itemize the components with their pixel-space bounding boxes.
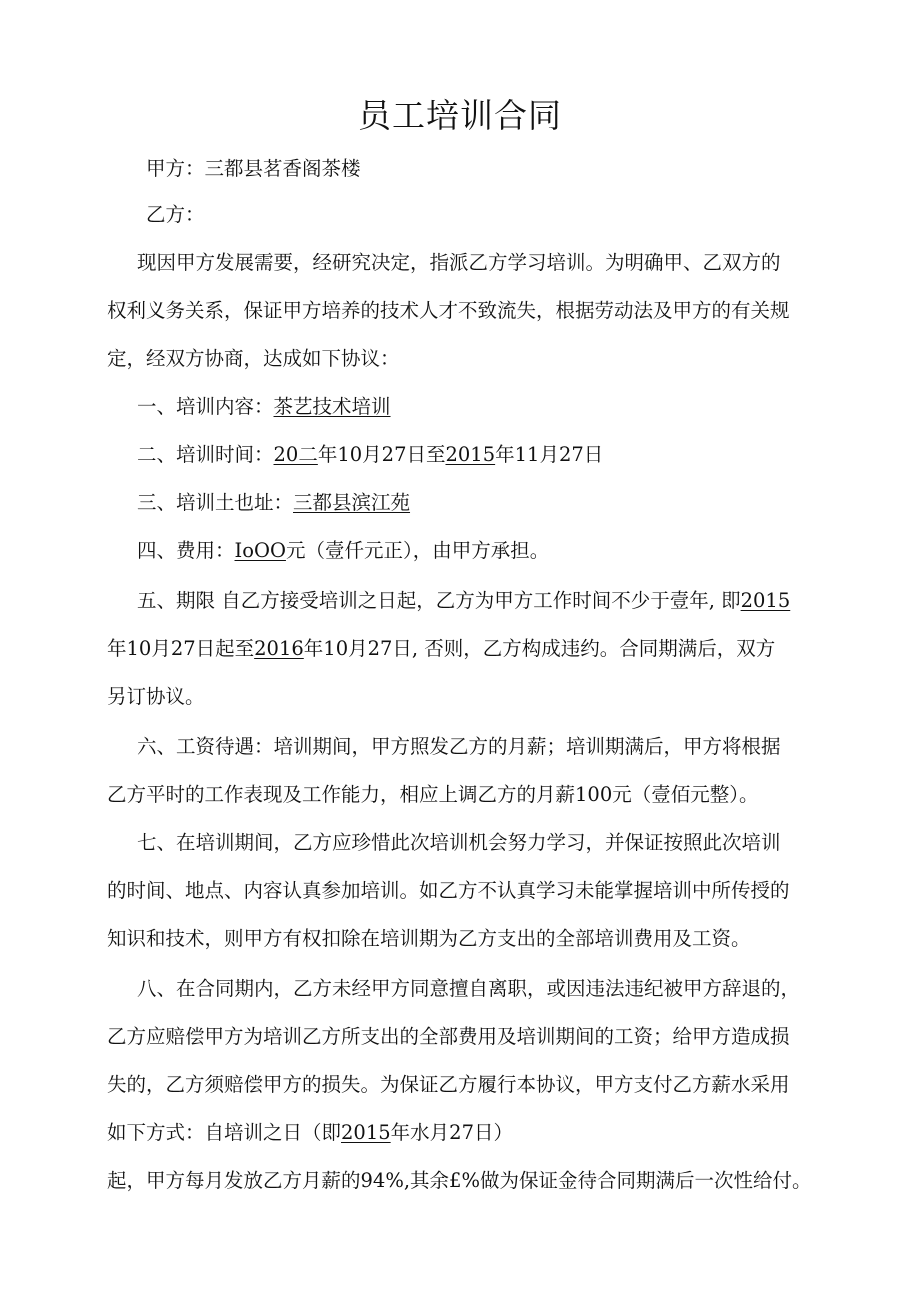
clause-5-text: 五、期限 自乙方接受培训之日起，乙方为甲方工作时间不少于壹年, 即 [137, 589, 741, 612]
clause-1-training-content [137, 392, 391, 422]
clause-5-line-1 [137, 586, 790, 616]
clause-8-line-4-a: 如下方式：自培训之日（即 [107, 1121, 342, 1144]
intro-line-3: 定，经双方协商，达成如下协议： [107, 347, 400, 370]
clause-8-line-4 [107, 1118, 513, 1148]
party-a-line: 甲方：三都县茗香阁茶楼 [146, 157, 361, 180]
clause-2-tail: 年11月27日 [495, 443, 604, 466]
party-b-line: 乙方： [146, 203, 205, 226]
clause-3-label: 三、培训土也址： [137, 491, 294, 514]
clause-6-line-2: 乙方平时的工作表现及工作能力，相应上调乙方的月薪100元（壹佰元整）。 [107, 783, 759, 806]
intro-line-1: 现因甲方发展需要，经研究决定，指派乙方学习培训。为明确甲、乙双方的 [137, 251, 781, 274]
clause-3-value: 三都县滨江苑 [293, 491, 411, 514]
document-title: 员工培训合同 [358, 96, 562, 135]
clause-8-line-3: 失的，乙方须赔偿甲方的损失。为保证乙方履行本协议，甲方支付乙方薪水采用 [107, 1073, 790, 1096]
clause-8-year: 2015 [341, 1121, 391, 1144]
clause-5-line-2 [107, 634, 775, 664]
clause-6-line-1: 六、工资待遇：培训期间，甲方照发乙方的月薪；培训期满后，甲方将根据 [137, 735, 781, 758]
clause-7-line-1: 七、在培训期间，乙方应珍惜此次培训机会努力学习，并保证按照此次培训 [137, 831, 781, 854]
clause-2-mid: 年10月27日至 [317, 443, 446, 466]
clause-3-training-location [137, 488, 410, 518]
clause-4-fee [137, 536, 549, 566]
intro-line-2: 权利义务关系，保证甲方培养的技术人才不致流失，根据劳动法及甲方的有关规 [107, 299, 790, 322]
clause-2-label: 二、培训时间： [137, 443, 274, 466]
clause-4-label: 四、费用： [137, 539, 235, 562]
clause-1-label: 一、培训内容： [137, 395, 274, 418]
clause-2-start-year: 20二 [273, 443, 318, 466]
clause-5-year-start: 2015 [740, 589, 791, 612]
clause-8-line-4-b: 年水月27日） [390, 1121, 513, 1144]
clause-8-line-5: 起，甲方每月发放乙方月薪的94%,其余£%做为保证金待合同期满后一次性给付。 [107, 1169, 812, 1192]
clause-7-line-2: 的时间、地点、内容认真参加培训。如乙方不认真学习未能掌握培训中所传授的 [107, 879, 790, 902]
clause-8-line-2: 乙方应赔偿甲方为培训乙方所支出的全部费用及培训期间的工资；给甲方造成损 [107, 1025, 790, 1048]
clause-5-year-end: 2016 [254, 637, 304, 660]
clause-7-line-3: 知识和技术，则甲方有权扣除在培训期为乙方支出的全部培训费用及工资。 [107, 927, 751, 950]
clause-4-tail: 元（壹仟元正），由甲方承担。 [285, 539, 550, 562]
clause-5-line-2-b: 年10月27日, 否则，乙方构成违约。合同期满后，双方 [303, 637, 776, 660]
clause-5-line-2-a: 年10月27日起至 [107, 637, 255, 660]
clause-4-amount: IoOO [234, 539, 286, 562]
clause-8-line-1: 八、在合同期内，乙方未经甲方同意擅自离职，或因违法违纪被甲方辞退的， [137, 977, 801, 1000]
clause-5-line-3: 另订协议。 [107, 685, 205, 708]
clause-1-value: 茶艺技术培训 [273, 395, 391, 418]
clause-2-end-year: 2015 [445, 443, 496, 466]
clause-2-training-time [137, 440, 603, 470]
